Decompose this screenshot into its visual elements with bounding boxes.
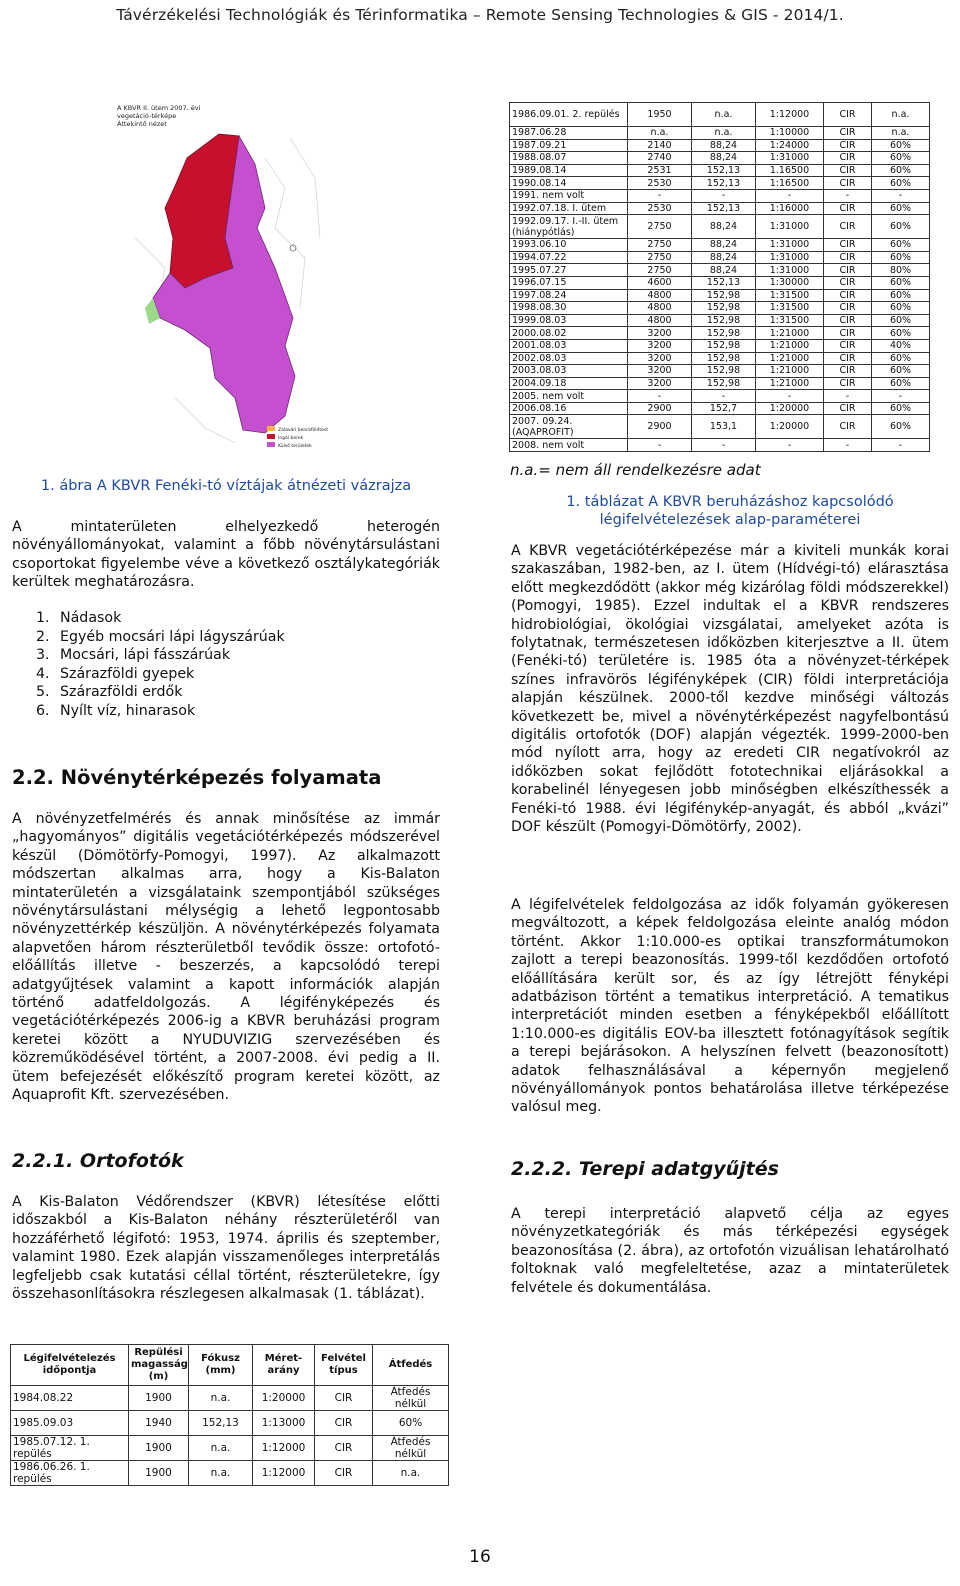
table-cell: 3200: [628, 327, 692, 340]
table-row: [510, 103, 930, 127]
table-cell: -: [756, 189, 824, 202]
section-heading-2-2-1: 2.2.1. Ortofotók: [12, 1150, 184, 1172]
right-paragraph-3: A terepi interpretáció alapvető célja az egyes növényzetkategóriák és más térképezési egységek beazonosítása (2. ábra), az ortofotón vizuálisan lehatárolható foltoknak való megfeleltetése, azaz a mintaterületek felvétele és dokumentálása.: [511, 1206, 949, 1296]
table-cell: 1986.09.01. 2. repülés: [510, 103, 628, 127]
table-row: [510, 177, 930, 190]
table-cell: CIR: [824, 352, 872, 365]
table-cell: 60%: [872, 251, 930, 264]
table-cell: 4800: [628, 314, 692, 327]
table-cell: 1985.09.03: [11, 1411, 129, 1436]
table-cell: -: [824, 189, 872, 202]
table-cell: 2750: [628, 251, 692, 264]
table-row: [510, 264, 930, 277]
table-row: [11, 1461, 449, 1486]
table-row: [510, 302, 930, 315]
list-item: 6. Nyílt víz, hinarasok: [36, 702, 196, 719]
table-cell: 152,7: [692, 402, 756, 415]
list-item: 4. Szárazföldi gyepek: [36, 665, 195, 682]
table-cell: 2900: [628, 415, 692, 439]
table-cell: 60%: [872, 314, 930, 327]
table-row: [510, 327, 930, 340]
table-cell: n.a.: [189, 1461, 253, 1486]
table-cell: 88,24: [692, 264, 756, 277]
table-cell: 1999.08.03: [510, 314, 628, 327]
table-cell: -: [756, 439, 824, 452]
table-cell: 60%: [872, 402, 930, 415]
table-cell: 2006.08.16: [510, 402, 628, 415]
table-cell: 60%: [872, 276, 930, 289]
table-cell: -: [756, 390, 824, 403]
table-cell: 1:31000: [756, 264, 824, 277]
table-cell: 80%: [872, 264, 930, 277]
table-cell: n.a.: [628, 127, 692, 140]
table-cell: n.a.: [692, 103, 756, 127]
table-cell: CIR: [824, 127, 872, 140]
table-cell: 152,13: [692, 276, 756, 289]
table-cell: 152,98: [692, 365, 756, 378]
table-cell: -: [628, 439, 692, 452]
table-cell: 1987.06.28: [510, 127, 628, 140]
table-cell: 1900: [129, 1386, 189, 1411]
table-cell: 1:16000: [756, 202, 824, 215]
map-image: [115, 98, 337, 458]
table-cell: -: [692, 189, 756, 202]
aerial-photo-table-part-1: [10, 1344, 449, 1486]
table-cell: 2750: [628, 215, 692, 239]
table-cell: 2004.09.18: [510, 377, 628, 390]
table-cell: 152,98: [692, 327, 756, 340]
section-2-2-paragraph: A növényzetfelmérés és annak minősítése az immár „hagyományos” digitális vegetációtérképezés módszerével készül (Dömötörfy-Pomogyi, 1997). Az alkalmazott módszertan alkalmas arra, hogy a Kis-Balaton mintaterületén a vizsgálataink szempontjából szükséges növénytársulástani mélységig a lehető legpontosabb növényzettérkép készüljön. A növénytérképezés folyamata alapvetően három részterületből tevődik össze: ortofotó-előállítás illetve - beszerzés, a kapcsolódó terepi adatgyűjtések valamint a kapott információk alapján történő adatfeldolgozás. A légifényképezés és vegetációtérképezés 2006-ig a KBVR beruházási program keretei között a NYUDUVIZIG szervezésében és közreműködésével történt, a 2007-2008. évi pedig a II. ütem befejezését előkészítő program keretei között, az Aquaprofit Kft. szervezésében.: [12, 811, 440, 1104]
table-cell: 1:31500: [756, 289, 824, 302]
table-cell: -: [692, 439, 756, 452]
table-cell: 2740: [628, 152, 692, 165]
table-cell: 152,98: [692, 339, 756, 352]
table-row: [510, 402, 930, 415]
table-cell: CIR: [824, 251, 872, 264]
table-cell: 60%: [872, 415, 930, 439]
table-cell: 153,1: [692, 415, 756, 439]
table-cell: 60%: [872, 177, 930, 190]
table-row: [510, 276, 930, 289]
table-cell: 1991. nem volt: [510, 189, 628, 202]
table-cell: 60%: [872, 239, 930, 252]
table-cell: CIR: [824, 152, 872, 165]
table-row: [11, 1436, 449, 1461]
table-row: [510, 202, 930, 215]
table-cell: 1988.08.07: [510, 152, 628, 165]
table-row: [510, 152, 930, 165]
table-cell: 1:21000: [756, 365, 824, 378]
table-cell: 1986.06.26. 1. repülés: [11, 1461, 129, 1486]
section-heading-2-2: 2.2. Növénytérképezés folyamata: [12, 766, 382, 789]
table-cell: 60%: [872, 327, 930, 340]
table-cell: 1996.07.15: [510, 276, 628, 289]
table-cell: 1997.08.24: [510, 289, 628, 302]
table-cell: CIR: [824, 339, 872, 352]
table-cell: 60%: [872, 365, 930, 378]
table-cell: CIR: [824, 377, 872, 390]
table-cell: 152,13: [692, 202, 756, 215]
table-cell: 3200: [628, 339, 692, 352]
map-title-line-1: A KBVR II. ütem 2007. évi: [117, 104, 201, 112]
table-cell: 1:31000: [756, 251, 824, 264]
table-cell: -: [628, 390, 692, 403]
table-cell: 2002.08.03: [510, 352, 628, 365]
aerial-photo-table-part-2: [509, 102, 930, 452]
table-cell: 60%: [872, 139, 930, 152]
table-row: [510, 215, 930, 239]
table-row: [510, 439, 930, 452]
table-cell: 88,24: [692, 152, 756, 165]
table-cell: 60%: [872, 164, 930, 177]
table-cell: 60%: [872, 215, 930, 239]
table-cell: CIR: [315, 1436, 373, 1461]
list-item: 3. Mocsári, lápi fásszárúak: [36, 647, 231, 664]
table-row: [11, 1386, 449, 1411]
table-cell: 2531: [628, 164, 692, 177]
table-header-row: Légifelvételezés időpontja Repülési magasság (m) Fókusz (mm) Méret-arány Felvétel típus Átfedés: [11, 1345, 449, 1386]
table-cell: n.a.: [872, 127, 930, 140]
table-cell: CIR: [824, 177, 872, 190]
figure-caption: 1. ábra A KBVR Fenéki-tó víztájak átnézeti vázrajza: [40, 478, 412, 494]
table-row: [510, 314, 930, 327]
table-cell: 2750: [628, 239, 692, 252]
table-row: [510, 390, 930, 403]
table-row: [510, 251, 930, 264]
table-cell: 4800: [628, 289, 692, 302]
map-title-line-2: vegetáció-térképe: [117, 112, 177, 120]
table-row: [510, 164, 930, 177]
table-cell: -: [692, 390, 756, 403]
table-cell: 3200: [628, 365, 692, 378]
right-paragraph-2: A légifelvételek feldolgozása az idők folyamán gyökeresen megváltozott, a képek feldolgozása eleinte analóg módon történt. Akkor 1:10.000-es optikai transzformátumokon zajlott a terepi beazonosítás. 1999-től kezdődően ortofotó előállítására került sor, és az így létrejött fényképi adatbázison történt a tematikus interpretáció. A tematikus interpretációt minden esetben a fényképekből előállított 1:10.000-es digitális EOV-ba illesztett fotónagyítások segítik a terepi bejárásokon. A helyszínen felvett (beazonosított) adatok felhasználásával a képernyőn megjelenő növényállományok pontos behatárolása illetve térképezése valósul meg.: [511, 897, 949, 1116]
table-cell: 1900: [129, 1436, 189, 1461]
table-cell: 1998.08.30: [510, 302, 628, 315]
table-cell: 152,98: [692, 377, 756, 390]
table-cell: 152,13: [189, 1411, 253, 1436]
table-cell: 60%: [872, 152, 930, 165]
table-cell: 1992.07.18. I. ütem: [510, 202, 628, 215]
table-cell: CIR: [824, 302, 872, 315]
table-cell: 1:31500: [756, 314, 824, 327]
table-cell: CIR: [824, 139, 872, 152]
table-cell: 60%: [872, 289, 930, 302]
table-row: [510, 415, 930, 439]
table-cell: n.a.: [189, 1386, 253, 1411]
table-cell: 1:12000: [253, 1461, 315, 1486]
table-cell: -: [824, 439, 872, 452]
table-cell: 2007. 09.24. (AQAPROFIT): [510, 415, 628, 439]
class-category-list: [36, 609, 285, 721]
table-row: [510, 189, 930, 202]
table-cell: 1:21000: [756, 327, 824, 340]
table-row: [510, 352, 930, 365]
table-cell: 2005. nem volt: [510, 390, 628, 403]
table-cell: 1985.07.12. 1. repülés: [11, 1436, 129, 1461]
table-cell: 88,24: [692, 239, 756, 252]
list-item: 2. Egyéb mocsári lápi lágyszárúak: [36, 628, 285, 645]
table-cell: n.a.: [373, 1461, 449, 1486]
table-cell: 1993.06.10: [510, 239, 628, 252]
table-cell: 152,13: [692, 164, 756, 177]
table-cell: 1:16500: [756, 177, 824, 190]
vegetation-map-figure: [115, 98, 337, 458]
table-row: [510, 339, 930, 352]
map-title-line-3: Áttekintő nézet: [117, 120, 167, 128]
table-cell: 1994.07.22: [510, 251, 628, 264]
table-cell: 1992.09.17. I.-II. ütem (hiánypótlás): [510, 215, 628, 239]
table-cell: CIR: [824, 215, 872, 239]
table-cell: CIR: [824, 415, 872, 439]
table-cell: CIR: [315, 1461, 373, 1486]
table-cell: n.a.: [692, 127, 756, 140]
table-cell: 1:12000: [756, 103, 824, 127]
table-row: [510, 127, 930, 140]
table-cell: 1984.08.22: [11, 1386, 129, 1411]
list-item: 1. Nádasok: [36, 610, 122, 626]
table-note: n.a.= nem áll rendelkezésre adat: [510, 461, 761, 479]
table-cell: 40%: [872, 339, 930, 352]
page-number: 16: [469, 1547, 491, 1567]
table-cell: 88,24: [692, 215, 756, 239]
table-cell: 1995.07.27: [510, 264, 628, 277]
table-cell: 1:24000: [756, 139, 824, 152]
table-cell: Átfedés nélkül: [373, 1386, 449, 1411]
table-cell: 2003.08.03: [510, 365, 628, 378]
table-cell: -: [872, 390, 930, 403]
table-cell: 1987.09.21: [510, 139, 628, 152]
table-row: [11, 1411, 449, 1436]
table-cell: CIR: [315, 1411, 373, 1436]
table-cell: 152,98: [692, 314, 756, 327]
table-cell: CIR: [824, 103, 872, 127]
table-cell: 1.16500: [756, 164, 824, 177]
table-cell: CIR: [315, 1386, 373, 1411]
table-cell: 1:31000: [756, 215, 824, 239]
legend-item-1: Zalavári belvízföldtest: [278, 428, 329, 433]
legend-item-3: Külső területek: [278, 444, 312, 449]
table-cell: 152,98: [692, 302, 756, 315]
table-cell: 2000.08.02: [510, 327, 628, 340]
table-cell: 1:31500: [756, 302, 824, 315]
table-cell: Átfedés nélkül: [373, 1436, 449, 1461]
table-cell: 1:10000: [756, 127, 824, 140]
table-cell: 1940: [129, 1411, 189, 1436]
table-cell: 1:21000: [756, 377, 824, 390]
table-cell: -: [872, 189, 930, 202]
table-cell: 2530: [628, 202, 692, 215]
table-cell: 2750: [628, 264, 692, 277]
table-cell: 2001.08.03: [510, 339, 628, 352]
table-cell: 1:12000: [253, 1436, 315, 1461]
table-cell: 1:20000: [756, 415, 824, 439]
table-cell: -: [872, 439, 930, 452]
table-cell: 1950: [628, 103, 692, 127]
table-cell: 1900: [129, 1461, 189, 1486]
table-row: [510, 365, 930, 378]
table-cell: 1:31000: [756, 152, 824, 165]
table-cell: 4800: [628, 302, 692, 315]
section-2-2-1-paragraph: A Kis-Balaton Védőrendszer (KBVR) létesítése előtti időszakból a Kis-Balaton néhány részterületéről van hozzáférhető légifotó: 1953, 1974. április és szeptember, valamint 1980. Ezek alapján visszamenőleges interpretálás legfeljebb csak kutatási céllal történt, részterületekre, így összehasonlításokra részlegesen alkalmasak (1. táblázat).: [12, 1194, 440, 1303]
table-cell: 152,98: [692, 352, 756, 365]
table-cell: CIR: [824, 239, 872, 252]
table-cell: 60%: [872, 352, 930, 365]
table-cell: CIR: [824, 314, 872, 327]
table-cell: 60%: [872, 302, 930, 315]
table-cell: 1:20000: [253, 1386, 315, 1411]
table-row: [510, 289, 930, 302]
table-cell: 2900: [628, 402, 692, 415]
table-row: [510, 239, 930, 252]
table-cell: CIR: [824, 365, 872, 378]
table-cell: CIR: [824, 202, 872, 215]
table-row: [510, 377, 930, 390]
section-heading-2-2-2: 2.2.2. Terepi adatgyűjtés: [511, 1158, 779, 1180]
table-cell: 1:21000: [756, 352, 824, 365]
table-cell: 2008. nem volt: [510, 439, 628, 452]
table-cell: 88,24: [692, 139, 756, 152]
table-cell: CIR: [824, 402, 872, 415]
table-cell: CIR: [824, 289, 872, 302]
table-cell: -: [824, 390, 872, 403]
table-caption: 1. táblázat A KBVR beruházáshoz kapcsolódó légifelvételezések alap-paraméterei: [566, 494, 894, 528]
table-cell: 88,24: [692, 251, 756, 264]
table-cell: CIR: [824, 276, 872, 289]
table-cell: n.a.: [189, 1436, 253, 1461]
table-cell: 1989.08.14: [510, 164, 628, 177]
table-cell: 60%: [872, 202, 930, 215]
table-cell: 1:31000: [756, 239, 824, 252]
table-cell: 152,98: [692, 289, 756, 302]
table-cell: 1:21000: [756, 339, 824, 352]
table-cell: -: [628, 189, 692, 202]
table-cell: 2530: [628, 177, 692, 190]
table-cell: 4600: [628, 276, 692, 289]
table-cell: n.a.: [872, 103, 930, 127]
table-cell: 1:13000: [253, 1411, 315, 1436]
legend-item-2: Ingói berek: [278, 436, 304, 441]
right-paragraph-1: A KBVR vegetációtérképezése már a kiviteli munkák korai szakaszában, 1982-ben, az I. ütem (Hídvégi-tó) elárasztása előtt megkezdődött (akkor még kizárólag földi módszerekkel) (Pomogyi, 1985). Ezzel indultak el a KBVR rendszeres hidrobiológiai, ökológiai vizsgálatai, amelyeket azóta is folytatnak, természetesen időközben kiterjesztve a II. ütem (Fenéki-tó) területére is. 1985 óta a növényzet-térképek színes infravörös légifényképek (CIR) földi interpretációja alapján készülnek. 2000-től kezdve minőségi változás következett be, mivel a növénytérképezést nagyfelbontású digitális ortofotók (DOF) alapján végezték. 1999-2000-ben mód nyílott arra, hogy az eredeti CIR negatívokról az időközben sokat fejlődött fototechnikai eljárásokkal a korabelinél lényegesen jobb minőségben elkészíthessék a Fenéki-tó 1988. évi légifénykép-anyagát, és abból „kvázi” DOF készült (Pomogyi-Dömötörfy, 2002).: [511, 543, 949, 836]
table-cell: 1:30000: [756, 276, 824, 289]
table-cell: 152,13: [692, 177, 756, 190]
table-cell: CIR: [824, 327, 872, 340]
table-cell: 1:20000: [756, 402, 824, 415]
table-row: [510, 139, 930, 152]
table-cell: 3200: [628, 377, 692, 390]
table-cell: 60%: [373, 1411, 449, 1436]
table-cell: CIR: [824, 264, 872, 277]
table-cell: 1990.08.14: [510, 177, 628, 190]
table-cell: CIR: [824, 164, 872, 177]
table-cell: 2140: [628, 139, 692, 152]
table-cell: 3200: [628, 352, 692, 365]
page-header: Távérzékelési Technológiák és Térinformatika – Remote Sensing Technologies & GIS - 2014/1.: [116, 6, 844, 24]
intro-paragraph: A mintaterületen elhelyezkedő heterogén növényállományokat, valamint a főbb növénytársulástani csoportokat figyelembe véve a következő osztálykategóriák kerültek meghatározásra.: [12, 519, 440, 591]
table-cell: 60%: [872, 377, 930, 390]
list-item: 5. Szárazföldi erdők: [36, 684, 183, 701]
